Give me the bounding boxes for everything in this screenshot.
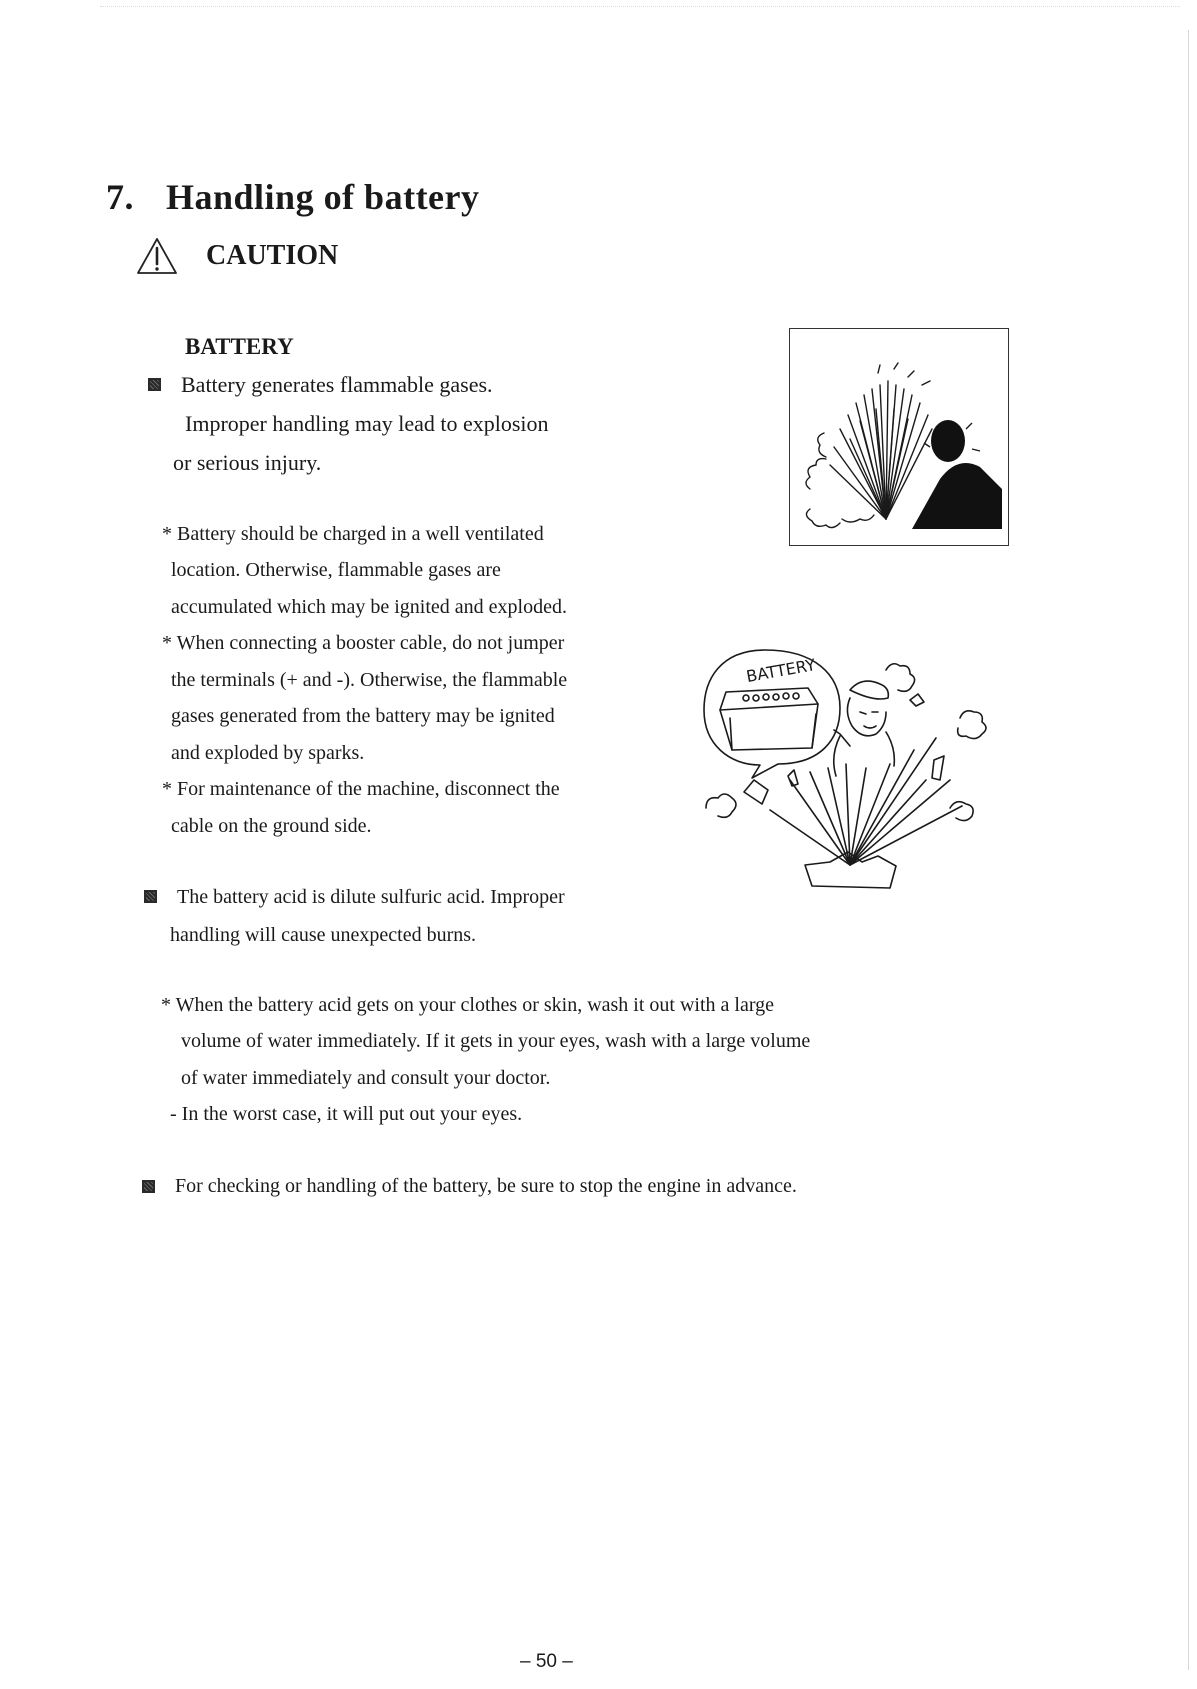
acid-warning-line-1: The battery acid is dilute sulfuric acid. Improper bbox=[177, 886, 565, 908]
acid-note-line-3: of water immediately and consult your doctor. bbox=[181, 1067, 551, 1089]
gas-warning-line-2: Improper handling may lead to explosion bbox=[185, 411, 549, 436]
square-bullet-icon bbox=[148, 378, 161, 391]
acid-note-line-2: volume of water immediately. If it gets in your eyes, wash with a large volume bbox=[181, 1030, 811, 1052]
warning-triangle-icon bbox=[136, 237, 178, 275]
gas-note-line-5: the terminals (+ and -). Otherwise, the flammable bbox=[171, 669, 568, 691]
gas-note-line-6: gases generated from the battery may be ignited bbox=[171, 705, 555, 727]
acid-warning-line-2: handling will cause unexpected burns. bbox=[170, 924, 477, 946]
acid-note-line-1: * When the battery acid gets on your clothes or skin, wash it out with a large bbox=[161, 994, 775, 1016]
acid-note-line-4: - In the worst case, it will put out your eyes. bbox=[170, 1103, 523, 1125]
scan-right-edge bbox=[1188, 30, 1189, 1670]
gas-note-line-3: accumulated which may be ignited and exploded. bbox=[171, 596, 567, 618]
explosion-pictogram-icon bbox=[790, 329, 1008, 545]
battery-explosion-illustration-icon bbox=[700, 640, 1010, 895]
section-title bbox=[106, 176, 480, 218]
gas-note-line-4: * When connecting a booster cable, do not jumper bbox=[162, 632, 565, 654]
gas-note-line-2: location. Otherwise, flammable gases are bbox=[171, 559, 501, 581]
caution-label: CAUTION bbox=[206, 240, 339, 271]
gas-warning-line-3: or serious injury. bbox=[173, 450, 322, 475]
gas-warning-line-1: Battery generates flammable gases. bbox=[181, 372, 493, 397]
gas-note-line-9: cable on the ground side. bbox=[171, 815, 372, 837]
square-bullet-icon bbox=[142, 1180, 155, 1193]
caution-header bbox=[136, 236, 338, 276]
page-number: – 50 – bbox=[520, 1651, 573, 1672]
battery-bubble-label: BATTERY bbox=[744, 655, 817, 687]
section-title-text: Handling of battery bbox=[166, 177, 480, 217]
explosion-hazard-figure bbox=[789, 328, 1009, 546]
battery-heading: BATTERY bbox=[185, 334, 294, 359]
engine-warning: For checking or handling of the battery, be sure to stop the engine in advance. bbox=[175, 1175, 797, 1197]
battery-explosion-cartoon bbox=[700, 640, 1010, 895]
gas-note-line-1: * Battery should be charged in a well ventilated bbox=[162, 523, 544, 545]
gas-note-line-8: * For maintenance of the machine, disconnect the bbox=[162, 778, 560, 800]
square-bullet-icon bbox=[144, 890, 157, 903]
gas-note-line-7: and exploded by sparks. bbox=[171, 742, 365, 764]
scan-top-marks bbox=[100, 6, 1180, 8]
section-number: 7. bbox=[106, 177, 134, 217]
